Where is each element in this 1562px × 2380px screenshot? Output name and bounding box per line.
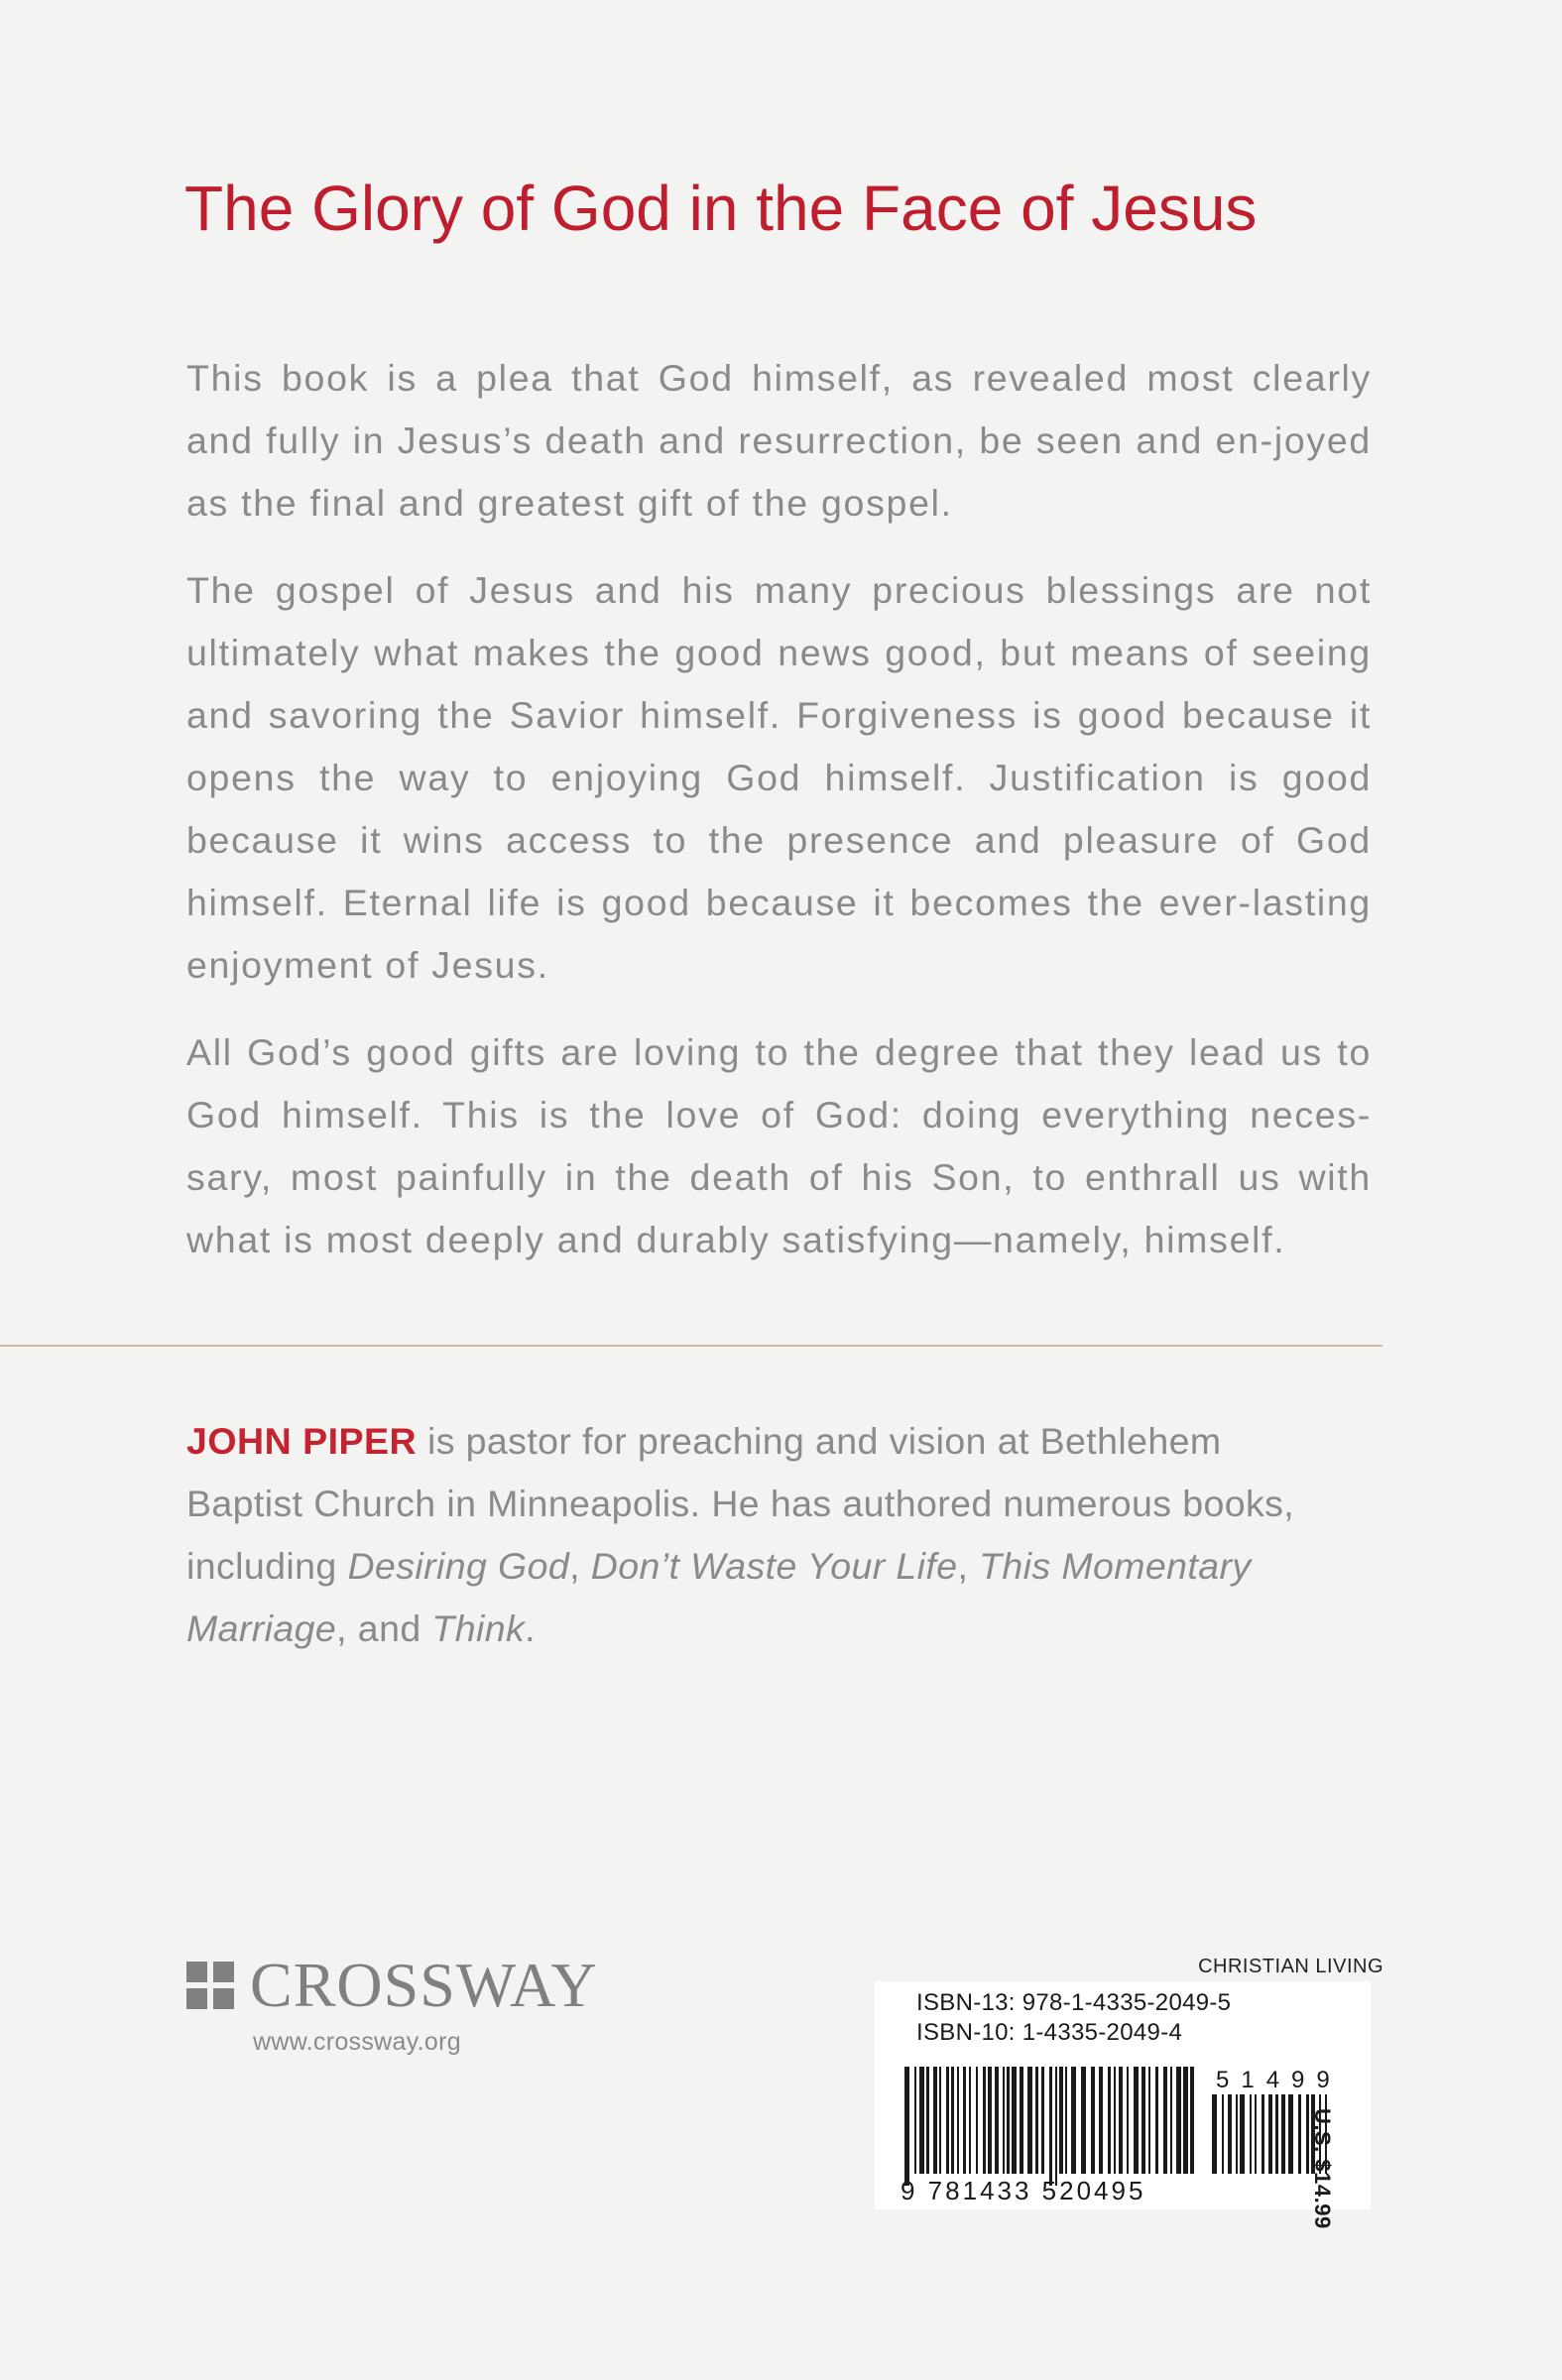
ean-digits: 9 781433 520495	[901, 2176, 1146, 2205]
crossway-mark-icon	[186, 1962, 234, 2009]
barcode-bar	[1288, 2094, 1293, 2174]
barcode-bar	[1163, 2067, 1167, 2174]
barcode-bar	[1055, 2067, 1057, 2186]
barcode-bar	[1190, 2067, 1194, 2174]
book-title: The Glory of God in the Face of Jesus	[184, 173, 1258, 244]
blurb-paragraph-2: The gospel of Jesus and his many precious blessings are not ultimately what makes the good news good, but means of seeing and savoring the Savior himself. Forgiveness is good because it opens the way to enjoying God himself. Justification is good because it wins access to the presence and pleasure of God himself. Eternal life is good because it becomes the ever-lasting enjoyment of Jesus.	[186, 569, 1372, 986]
blurb-paragraph-3: All God’s good gifts are loving to the degree that they lead us to God himself. This is the love of God: doing everything neces-sary, most painfully in the death of his Son, to enthrall us with what is most deeply and durably satisfying—namely, himself.	[186, 1031, 1372, 1260]
barcode-bar	[1041, 2067, 1044, 2174]
barcode-bar	[1155, 2067, 1158, 2174]
publisher-name: CROSSWAY	[250, 1950, 598, 2020]
barcode-bar	[995, 2067, 999, 2174]
barcode-bar	[933, 2067, 937, 2174]
barcode-bar	[1099, 2067, 1103, 2174]
barcode-bar	[1176, 2067, 1181, 2174]
barcode-bar	[1091, 2067, 1095, 2174]
barcode-bar	[1170, 2067, 1172, 2174]
barcode-panel	[875, 1981, 1371, 2229]
bio-book-title: Desiring God	[347, 1545, 570, 1587]
bio-book-title: Don’t Waste Your Life	[590, 1545, 958, 1587]
barcode-bar	[1228, 2094, 1232, 2174]
barcode-bar	[1255, 2094, 1257, 2174]
barcode-bar	[976, 2067, 978, 2174]
barcode-bar	[1148, 2067, 1150, 2174]
barcode-bar	[1281, 2094, 1285, 2174]
barcode-bar	[1071, 2067, 1076, 2174]
author-name: JOHN PIPER	[186, 1420, 418, 1462]
blurb	[186, 347, 1372, 1296]
barcode-bar	[1027, 2067, 1032, 2174]
barcode-bar	[1081, 2067, 1086, 2174]
barcode-bar	[946, 2067, 949, 2174]
bio-book-title: Think	[431, 1607, 526, 1649]
barcode-bar	[1127, 2067, 1129, 2174]
barcode-bar	[1240, 2094, 1245, 2174]
barcode-bar	[1236, 2094, 1238, 2174]
barcode-bar	[919, 2067, 924, 2174]
barcode-bar	[957, 2067, 959, 2174]
barcode-bar	[1020, 2067, 1023, 2174]
author-bio	[186, 1410, 1347, 1660]
barcode-bar	[1134, 2067, 1139, 2174]
barcode-bar	[1003, 2067, 1005, 2174]
barcode-bar	[1035, 2067, 1038, 2174]
barcode-bar	[1119, 2067, 1123, 2174]
barcode-bar	[983, 2067, 986, 2174]
bio-text: is pastor for preaching and vision at Bethlehem Baptist Church in Minneapolis. He has authored numerous books, including	[186, 1420, 1295, 1587]
barcode-bar	[1049, 2067, 1052, 2186]
barcode-bar	[951, 2067, 954, 2174]
bio-separator: , and	[336, 1607, 432, 1649]
blurb-paragraph-1: This book is a plea that God himself, as revealed most clearly and fully in Jesus’s death and resurrection, be seen and en-joyed as the final and greatest gift of the gospel.	[186, 357, 1372, 524]
barcode-bar	[1012, 2067, 1017, 2174]
price-label: U.S. $14.99	[1310, 2108, 1335, 2229]
barcode-bar	[1262, 2094, 1264, 2174]
publisher-url: www.crossway.org	[253, 2028, 461, 2056]
isbn-10: ISBN-10: 1-4335-2049-4	[916, 2019, 1183, 2046]
barcode-bar	[1275, 2094, 1278, 2174]
bio-separator: ,	[569, 1545, 591, 1587]
category-label: CHRISTIAN LIVING	[1198, 1956, 1383, 1977]
barcode-bar	[963, 2067, 966, 2174]
isbn-13: ISBN-13: 978-1-4335-2049-5	[916, 1989, 1232, 2016]
barcode-bar	[1108, 2067, 1111, 2174]
barcode-bar	[926, 2067, 929, 2174]
barcode-bar	[1007, 2067, 1010, 2174]
barcode-bar	[969, 2067, 971, 2174]
bio-end: .	[525, 1607, 536, 1649]
barcode-bar	[1114, 2067, 1116, 2174]
barcode-bar	[1222, 2094, 1224, 2174]
barcode-bar	[1059, 2067, 1063, 2174]
barcode-bar	[914, 2067, 916, 2174]
bio-book-title: This Momentary Marriage	[186, 1545, 1252, 1649]
ean-barcode	[904, 2067, 1200, 2186]
barcode-bar	[988, 2067, 992, 2174]
barcode-bar	[904, 2067, 909, 2186]
barcode-bar	[1212, 2094, 1217, 2174]
barcode-bar	[1250, 2094, 1252, 2174]
addon-digits: 51499	[1216, 2067, 1342, 2093]
barcode-bar	[1183, 2067, 1188, 2174]
bio-separator: ,	[957, 1545, 980, 1587]
publisher-logo	[186, 1946, 598, 2025]
barcode-bar	[1141, 2067, 1145, 2174]
barcode-bar	[1268, 2094, 1272, 2174]
section-divider	[0, 1345, 1382, 1347]
barcode-bar	[1065, 2067, 1067, 2174]
barcode-bar	[1298, 2094, 1301, 2174]
barcode-bar	[939, 2067, 941, 2174]
